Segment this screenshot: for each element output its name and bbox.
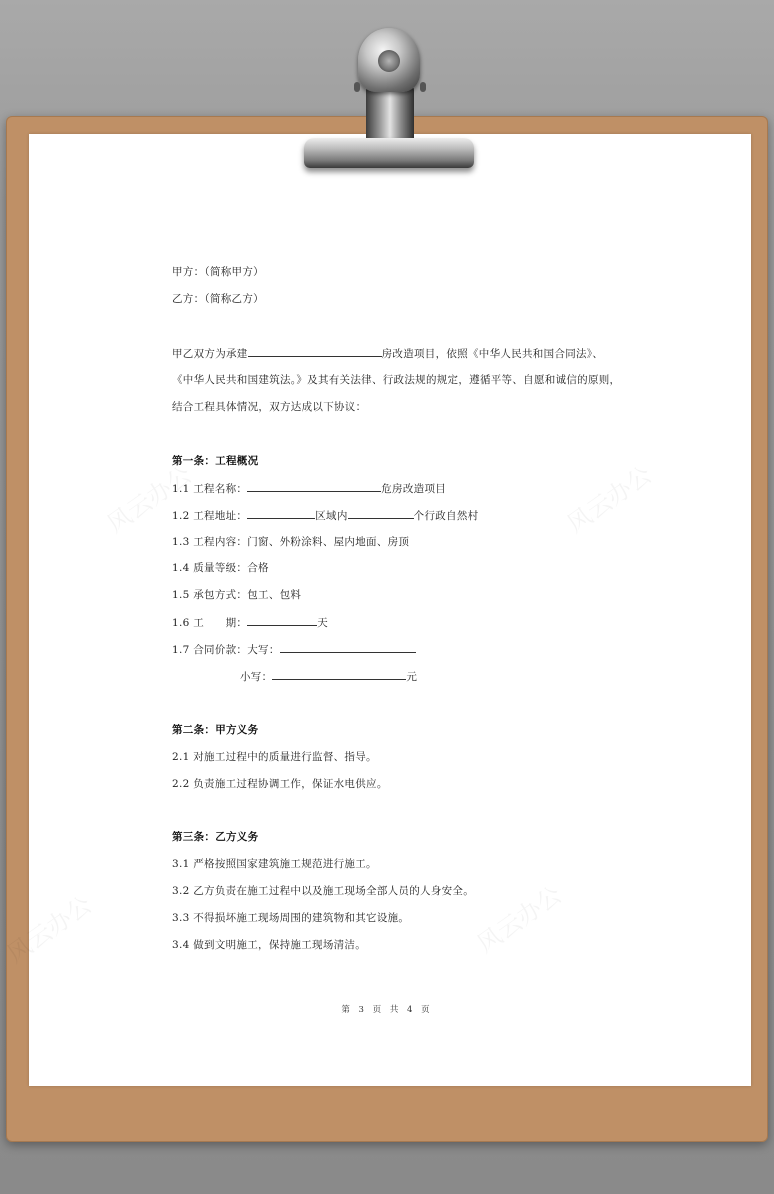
- quality-line: 1.4 质量等级：合格: [172, 562, 269, 574]
- project-name-blank: [247, 480, 381, 492]
- project-location-line: [172, 507, 478, 523]
- list-item: 3.3 不得损坏施工现场周围的建筑物和其它设施。: [172, 912, 410, 924]
- field-suffix: 天: [317, 617, 329, 629]
- intro-text: 房改造项目，依照《中华人民共和国合同法》、: [381, 348, 604, 360]
- village-count-blank: [348, 507, 414, 519]
- field-text: 区域内: [315, 510, 348, 522]
- list-item: 3.4 做到文明施工，保持施工现场清洁。: [172, 939, 367, 951]
- list-item: 3.1 严格按照国家建筑施工规范进行施工。: [172, 858, 377, 870]
- intro-line-3: 结合工程具体情况，双方达成以下协议：: [172, 401, 367, 413]
- list-item: 2.2 负责施工过程协调工作，保证水电供应。: [172, 778, 388, 790]
- article-1-title: 第一条：工程概况: [172, 455, 259, 467]
- field-label: 1.6 工 期：: [172, 617, 248, 629]
- price-number-blank: [272, 668, 406, 680]
- field-label: 1.2 工程地址：: [172, 510, 248, 522]
- binder-clip-icon: [296, 24, 482, 176]
- region-blank: [247, 507, 315, 519]
- period-blank: [247, 614, 317, 626]
- field-label: 小写：: [240, 671, 273, 683]
- article-3-title: 第三条：乙方义务: [172, 831, 259, 843]
- list-item: 2.1 对施工过程中的质量进行监督、指导。: [172, 751, 377, 763]
- article-2-title: 第二条：甲方义务: [172, 724, 259, 736]
- document-page: [29, 134, 751, 1086]
- price-words-blank: [280, 641, 416, 653]
- intro-line-1: [172, 345, 603, 361]
- intro-text: 甲乙双方为承建: [172, 348, 248, 360]
- field-suffix: 危房改造项目: [381, 483, 447, 495]
- project-name-blank: [248, 345, 382, 357]
- field-label: 1.7 合同价款：大写：: [172, 644, 280, 656]
- page-number: 第 3 页 共 4 页: [341, 1005, 433, 1015]
- field-suffix: 个行政自然村: [413, 510, 479, 522]
- contract-mode-line: 1.5 承包方式：包工、包料: [172, 589, 302, 601]
- field-suffix: 元: [406, 671, 418, 683]
- intro-line-2: 《中华人民共和国建筑法。》及其有关法律、行政法规的规定，遵循平等、自愿和诚信的原则，: [172, 374, 621, 386]
- price-small-line: [240, 668, 417, 684]
- party-a-line: 甲方：（简称甲方）: [172, 266, 264, 278]
- list-item: 3.2 乙方负责在施工过程中以及施工现场全部人员的人身安全。: [172, 885, 475, 897]
- period-line: [172, 614, 328, 630]
- party-b-line: 乙方：（简称乙方）: [172, 293, 264, 305]
- price-line: [172, 641, 416, 657]
- project-name-line: [172, 480, 446, 496]
- field-label: 1.1 工程名称：: [172, 483, 248, 495]
- project-content-line: 1.3 工程内容：门窗、外粉涂料、屋内地面、房顶: [172, 536, 410, 548]
